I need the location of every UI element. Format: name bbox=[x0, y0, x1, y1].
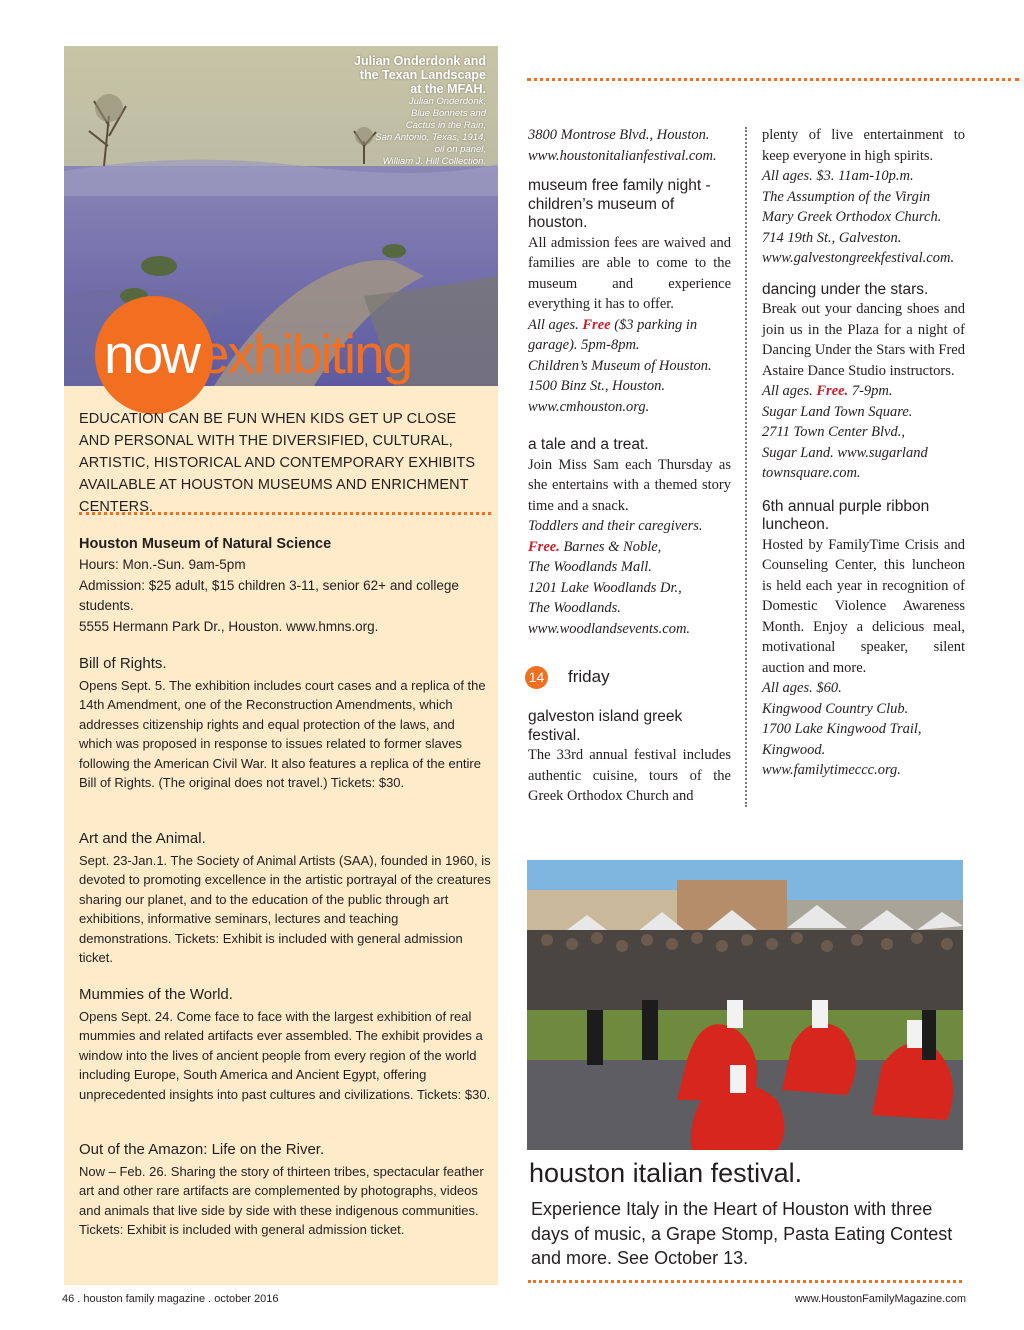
hmns-address: 5555 Hermann Park Dr., Houston. www.hmns.org. bbox=[79, 618, 379, 634]
exhibit-description: Now – Feb. 26. Sharing the story of thirteen tribes, spectacular feather art and other rare artifacts are complemented by photographs, videos and animals that live side by side with these indigenous communities. Tickets: Exhibit is included with general admission ticket. bbox=[79, 1164, 484, 1238]
dotted-divider bbox=[79, 512, 491, 515]
page-number: 46 bbox=[62, 1293, 75, 1305]
exhibit-title: Out of the Amazon: Life on the River. bbox=[79, 1141, 325, 1158]
website-line: www.houstonitalianfestival.com. bbox=[528, 147, 717, 164]
exhibit-title: Bill of Rights. bbox=[79, 655, 167, 672]
event-title: dancing under the stars. bbox=[762, 280, 929, 298]
event-info: All ages. $3. 11am-10p.m. bbox=[762, 168, 914, 184]
magazine-name: houston family magazine bbox=[83, 1293, 206, 1305]
issue-date: october 2016 bbox=[214, 1293, 279, 1305]
event-venue: Kingwood Country Club. bbox=[762, 700, 909, 717]
page-footer-left bbox=[62, 1292, 279, 1306]
event-audience: Toddlers and their caregivers. bbox=[528, 518, 703, 534]
exhibit-item bbox=[79, 654, 491, 792]
hmns-block bbox=[79, 534, 491, 637]
caption-body-line: Cactus in the Rain, bbox=[405, 120, 486, 131]
event-description: Hosted by FamilyTime Crisis and Counseling Center, this luncheon is held each year in recognition of Domestic Violence Awareness Month. Enjoy a delicious meal, motivational speaker, silent auction and more. bbox=[762, 536, 965, 676]
event-description: Break out your dancing shoes and join us in the Plaza for a night of Dancing Under the Stars with Fred Astaire Dance Studio instructors. bbox=[762, 301, 965, 379]
caption-title-line: Julian Onderdonk and bbox=[354, 54, 486, 68]
exhibit-item bbox=[79, 829, 491, 967]
free-label: Free. bbox=[528, 538, 560, 555]
event-description: plenty of live entertainment to keep everyone in high spirits. bbox=[762, 127, 965, 164]
middle-column bbox=[528, 125, 731, 639]
middle-column-lower bbox=[528, 708, 731, 807]
event-venue: Children’s Museum of Houston. bbox=[528, 357, 712, 374]
exhibit-item bbox=[79, 985, 491, 1104]
day-number-badge: 14 bbox=[525, 666, 548, 689]
free-label: Free bbox=[582, 316, 611, 333]
event-address: 2711 Town Center Blvd., bbox=[762, 424, 905, 440]
exhibit-description: Sept. 23-Jan.1. The Society of Animal Artists (SAA), founded in 1960, is devoted to promoting excellence in the artistic portrayal of the creatures sharing our planet, and to the education of the public through art exhibitions, informative seminars, lectures and teaching demonstrations. Tickets: Exhibit is included with general admission ticket. bbox=[79, 853, 491, 966]
footer-separator: . bbox=[74, 1293, 84, 1305]
event-description: All admission fees are waived and families are able to come to the museum and experience everything it has to offer. bbox=[528, 234, 731, 312]
hmns-admission: Admission: $25 adult, $15 children 3-11, senior 62+ and college students. bbox=[79, 577, 459, 613]
section-title bbox=[104, 322, 411, 386]
caption-body-line: San Antonio, Texas, 1914, bbox=[375, 132, 486, 143]
event-description: Join Miss Sam each Thursday as she entertains with a themed story time and a snack. bbox=[528, 456, 731, 514]
event-address: 1500 Binz St., Houston. bbox=[528, 378, 665, 394]
festival-title: houston italian festival. bbox=[529, 1158, 803, 1188]
column-divider bbox=[745, 127, 747, 807]
exhibit-title: Art and the Animal. bbox=[79, 830, 206, 847]
exhibit-title: Mummies of the World. bbox=[79, 986, 233, 1003]
dotted-divider bbox=[527, 78, 1019, 81]
event-ages: All ages. bbox=[528, 316, 579, 333]
painting-caption bbox=[226, 54, 486, 168]
caption-title-line: the Texan Landscape bbox=[359, 68, 486, 82]
event-description: The 33rd annual festival includes authentic cuisine, tours of the Greek Orthodox Church and bbox=[528, 747, 731, 804]
event-address: 714 19th St., Galveston. bbox=[762, 229, 902, 246]
caption-title-line: at the MFAH. bbox=[410, 82, 486, 96]
footer-separator: . bbox=[205, 1293, 215, 1305]
event-website: www.cmhouston.org. bbox=[528, 398, 650, 415]
event-title: a tale and a treat. bbox=[528, 436, 649, 453]
event-ages: All ages. bbox=[762, 383, 813, 399]
event-parking: ($3 parking in garage). 5pm-8pm. bbox=[528, 316, 698, 353]
event-ages: All ages. $60. bbox=[762, 680, 842, 696]
event-title: galveston island greek festival. bbox=[528, 708, 683, 744]
section-title-exhibiting: exhibiting bbox=[198, 323, 412, 385]
exhibit-description: Opens Sept. 5. The exhibition includes court cases and a replica of the 14th Amendment, one of the Reconstruction Amendments, which addresses citizenship rights and equal protection of the laws, and which was proposed in response to issues related to former slaves following the American Civil War. It also features a replica of the entire Bill of Rights. (The original does not travel.) Tickets: $30. bbox=[79, 678, 486, 791]
right-column bbox=[762, 125, 965, 781]
event-address: 1700 Lake Kingwood Trail, bbox=[762, 721, 922, 737]
caption-body-line: Julian Onderdonk, bbox=[408, 96, 486, 107]
event-venue: The Assumption of the Virgin Mary Greek Orthodox Church. bbox=[762, 188, 942, 225]
free-label: Free. bbox=[816, 383, 849, 399]
event-city: The Woodlands. bbox=[528, 600, 621, 616]
dotted-divider bbox=[528, 1280, 962, 1283]
magazine-website: www.HoustonFamilyMagazine.com bbox=[794, 1293, 966, 1305]
caption-body-line: oil on panel, bbox=[434, 144, 486, 155]
caption-body-line: Blue Bonnets and bbox=[410, 108, 486, 119]
event-address: 1201 Lake Woodlands Dr., bbox=[528, 579, 682, 596]
section-title-now: now bbox=[104, 323, 199, 385]
event-venue: Barnes & Noble, bbox=[563, 538, 662, 555]
event-title: museum free family night - children’s museum of houston. bbox=[528, 177, 711, 231]
event-venue-line: The Woodlands Mall. bbox=[528, 559, 652, 575]
hmns-hours: Hours: Mon.-Sun. 9am-5pm bbox=[79, 557, 246, 572]
day-name: friday bbox=[568, 667, 610, 686]
event-website: www.woodlandsevents.com. bbox=[528, 620, 691, 637]
address-line: 3800 Montrose Blvd., Houston. bbox=[528, 127, 710, 143]
intro-text: EDUCATION CAN BE FUN WHEN KIDS GET UP CLOSE AND PERSONAL WITH THE DIVERSIFIED, CULTURAL, ARTISTIC, HISTORICAL AND CONTEMPORARY EXHIBITS AVAILABLE AT HOUSTON MUSEUMS AND ENRICHMENT CENTERS. bbox=[79, 411, 476, 515]
event-venue: Sugar Land Town Square. bbox=[762, 403, 913, 420]
caption-body-line: William J. Hill Collection. bbox=[382, 156, 486, 167]
festival-description: Experience Italy in the Heart of Houston with three days of music, a Grape Stomp, Pasta Eating Contest and more. See October 13. bbox=[531, 1199, 953, 1268]
event-title: 6th annual purple ribbon luncheon. bbox=[762, 497, 930, 533]
exhibit-description: Opens Sept. 24. Come face to face with the largest exhibition of real mummies and related artifacts ever assembled. The exhibit provides a window into the lives of ancient people from every region of the world including Europe, South America and Ancient Egypt, offering unprecedented insights into past cultures and civilizations. Tickets: $30. bbox=[79, 1009, 491, 1102]
exhibit-item bbox=[79, 1140, 491, 1240]
event-city-website: Sugar Land. www.sugarland townsquare.com. bbox=[762, 444, 928, 481]
hmns-title: Houston Museum of Natural Science bbox=[79, 536, 332, 552]
event-website: www.galvestongreekfestival.com. bbox=[762, 250, 955, 266]
event-time: 7-9pm. bbox=[851, 383, 893, 399]
festival-photo bbox=[527, 860, 963, 1150]
event-city-website: Kingwood. www.familytimeccc.org. bbox=[762, 741, 901, 778]
